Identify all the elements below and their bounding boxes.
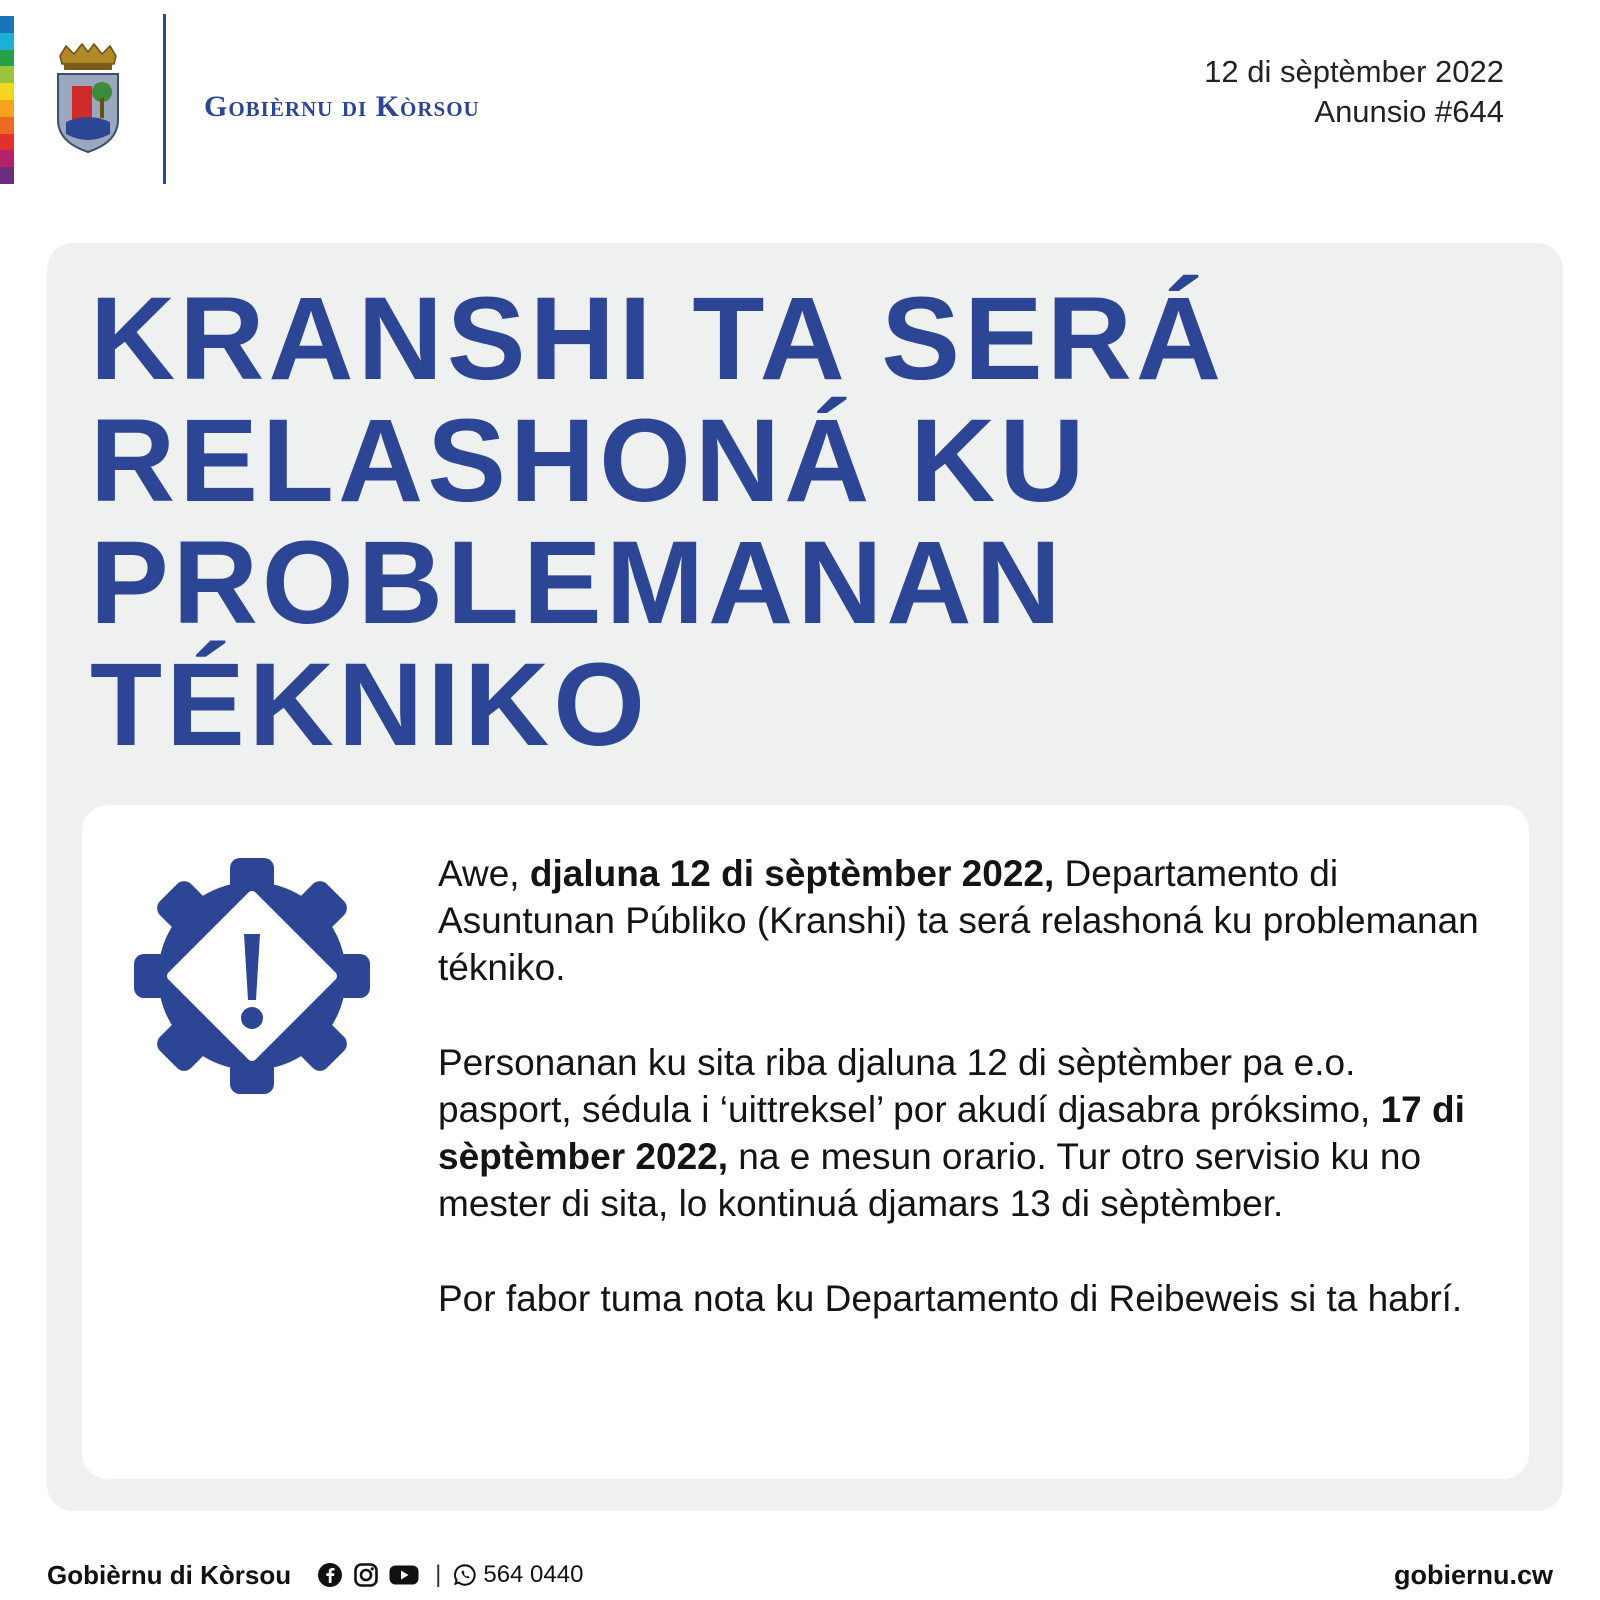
headline: KRANSHI TA SERÁ RELASHONÁ KU PROBLEMANAN TÉKNIKO [90, 273, 1226, 771]
notice-text: na e mesun orario. Tur otro servisio ku no mester di sita, lo kontinuá djamars 13 di sèptèmber. [438, 1136, 1422, 1224]
footer [47, 1555, 1553, 1595]
announcement-number: Anunsio #644 [1314, 94, 1504, 129]
header-divider [163, 14, 166, 184]
color-stripe [0, 16, 14, 184]
footer-separator: | [435, 1561, 442, 1588]
facebook-icon[interactable] [317, 1562, 343, 1588]
notice-body [438, 850, 1498, 1370]
whatsapp-icon [453, 1563, 477, 1587]
footer-brand: Gobièrnu di Kòrsou [47, 1559, 292, 1590]
notice-paragraph-2 [438, 1039, 1498, 1227]
announcement-date: 12 di sèptèmber 2022 [1204, 54, 1504, 89]
notice-text: Departamento di Asuntunan Públiko (Kranshi) ta será relashoná ku problemanan tékniko. [438, 853, 1479, 988]
notice-paragraph-1 [438, 850, 1498, 991]
coat-of-arms-logo [52, 42, 124, 154]
instagram-icon[interactable] [353, 1562, 379, 1588]
notice-text: Awe, [438, 853, 530, 894]
brand-name: Gobièrnu di Kòrsou [204, 90, 480, 123]
notice-text: Personanan ku sita riba djaluna 12 di sèptèmber pa e.o. pasport, sédula i ‘uittreksel’ por akudí djasabra próksimo, [438, 1042, 1381, 1130]
phone-number: 564 0440 [483, 1561, 584, 1588]
gear-warning-icon [134, 858, 370, 1094]
announcement-meta [1204, 52, 1504, 132]
notice-date-bold: 17 di sèptèmber 2022, [438, 1089, 1465, 1177]
social-links [317, 1562, 419, 1588]
footer-website-link[interactable]: gobiernu.cw [1393, 1559, 1553, 1590]
notice-paragraph-3: Por fabor tuma nota ku Departamento di Reibeweis si ta habrí. [438, 1278, 1463, 1319]
notice-date-bold: djaluna 12 di sèptèmber 2022, [529, 853, 1055, 894]
footer-phone[interactable] [453, 1561, 583, 1589]
youtube-icon[interactable] [389, 1562, 419, 1588]
